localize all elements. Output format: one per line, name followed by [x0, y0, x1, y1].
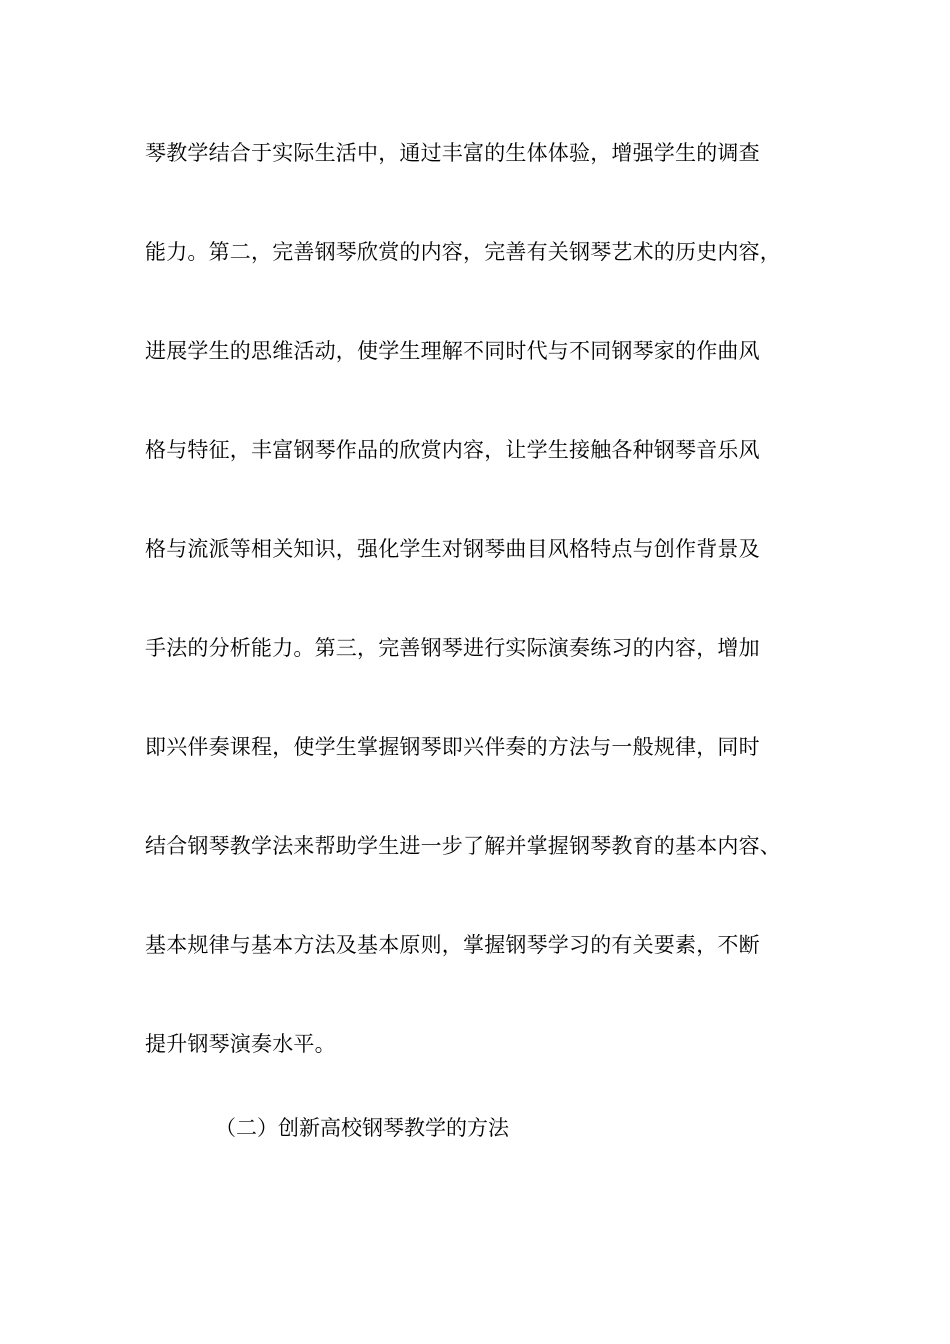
paragraph-line-1: 琴教学结合于实际生活中，通过丰富的生体体验，增强学生的调查	[145, 141, 760, 165]
paragraph-line-7: 即兴伴奏课程，使学生掌握钢琴即兴伴奏的方法与一般规律，同时	[145, 735, 760, 759]
paragraph-line-4: 格与特征，丰富钢琴作品的欣赏内容，让学生接触各种钢琴音乐风	[145, 438, 760, 462]
paragraph-line-6: 手法的分析能力。第三，完善钢琴进行实际演奏练习的内容，增加	[145, 636, 760, 660]
section-heading: （二）创新高校钢琴教学的方法	[215, 1116, 509, 1140]
paragraph-line-8: 结合钢琴教学法来帮助学生进一步了解并掌握钢琴教育的基本内容、	[145, 834, 781, 858]
paragraph-line-2: 能力。第二，完善钢琴欣赏的内容，完善有关钢琴艺术的历史内容，	[145, 240, 781, 264]
paragraph-line-9: 基本规律与基本方法及基本原则，掌握钢琴学习的有关要素，不断	[145, 933, 760, 957]
paragraph-line-3: 进展学生的思维活动，使学生理解不同时代与不同钢琴家的作曲风	[145, 339, 760, 363]
paragraph-line-5: 格与流派等相关知识，强化学生对钢琴曲目风格特点与创作背景及	[145, 537, 760, 561]
paragraph-line-10: 提升钢琴演奏水平。	[145, 1032, 336, 1056]
